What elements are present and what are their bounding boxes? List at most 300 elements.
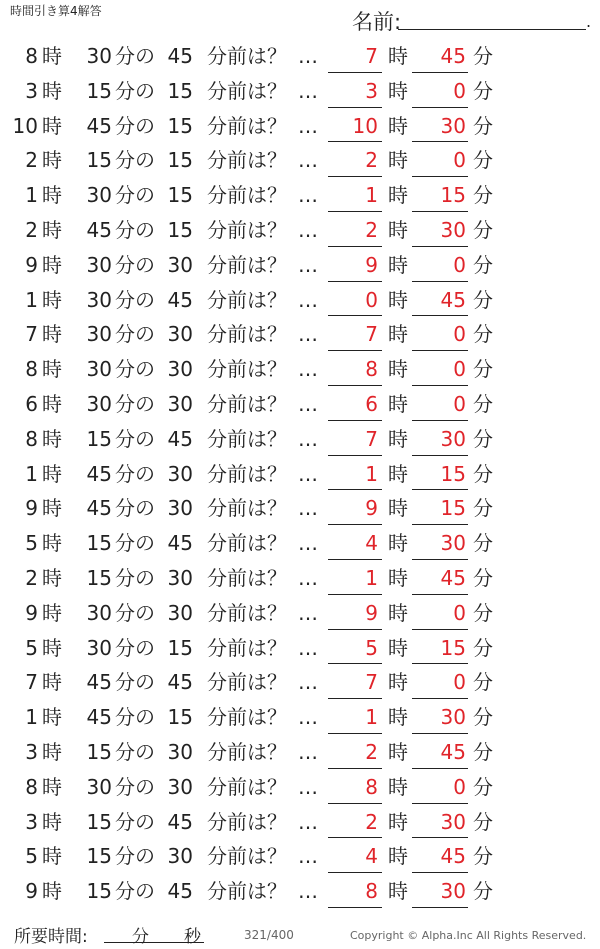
answer-minute-line bbox=[412, 182, 468, 212]
answer-minute-line bbox=[412, 495, 468, 525]
ellipsis: … bbox=[298, 78, 318, 103]
minute-value: 15 bbox=[86, 809, 112, 834]
answer-hour-label: 時 bbox=[388, 739, 408, 764]
minute-value: 15 bbox=[86, 426, 112, 451]
answer-hour-label: 時 bbox=[388, 635, 408, 660]
problem-row bbox=[0, 212, 600, 247]
answer-hour-label: 時 bbox=[388, 461, 408, 486]
answer-minute: 30 bbox=[440, 531, 466, 556]
subtract-minutes-value: 45 bbox=[167, 426, 193, 451]
subtract-minutes-value: 15 bbox=[167, 705, 193, 730]
subtract-minutes-value: 15 bbox=[167, 113, 193, 138]
answer-hour-line bbox=[328, 704, 382, 734]
answer-hour: 10 bbox=[352, 113, 378, 138]
minutes-before-label: 分前は？ bbox=[207, 78, 287, 103]
answer-minute: 45 bbox=[440, 739, 466, 764]
minute-value: 30 bbox=[86, 635, 112, 660]
answer-hour: 5 bbox=[365, 635, 378, 660]
minute-of-label: 分の bbox=[115, 183, 155, 208]
answer-minute-label: 分 bbox=[473, 44, 493, 68]
minute-of-label: 分の bbox=[115, 287, 155, 312]
ellipsis: … bbox=[298, 600, 318, 625]
minute-of-label: 分の bbox=[115, 496, 155, 521]
answer-hour-label: 時 bbox=[388, 879, 408, 904]
answer-minute: 0 bbox=[453, 252, 466, 277]
answer-hour: 9 bbox=[365, 600, 378, 625]
answer-hour: 9 bbox=[365, 252, 378, 277]
answer-hour-label: 時 bbox=[388, 78, 408, 103]
minutes-label: 分 bbox=[132, 927, 149, 947]
answer-hour-label: 時 bbox=[388, 183, 408, 208]
answer-hour-label: 時 bbox=[388, 426, 408, 451]
subtract-minutes-value: 30 bbox=[167, 774, 193, 799]
hour-label: 時 bbox=[42, 78, 62, 103]
problem-row bbox=[0, 734, 600, 769]
answer-hour-line bbox=[328, 635, 382, 665]
answer-hour-label: 時 bbox=[388, 600, 408, 625]
hour-value: 5 bbox=[25, 844, 38, 869]
minute-value: 30 bbox=[86, 391, 112, 416]
answer-hour-line bbox=[328, 43, 382, 73]
subtract-minutes-value: 30 bbox=[167, 565, 193, 590]
minutes-before-label: 分前は？ bbox=[207, 705, 287, 730]
problem-row bbox=[0, 73, 600, 108]
hour-label: 時 bbox=[42, 217, 62, 242]
minute-value: 45 bbox=[86, 670, 112, 695]
problem-row bbox=[0, 630, 600, 665]
hour-value: 3 bbox=[25, 739, 38, 764]
ellipsis: … bbox=[298, 809, 318, 834]
answer-hour-label: 時 bbox=[388, 113, 408, 138]
hour-value: 7 bbox=[25, 670, 38, 695]
answer-hour-line bbox=[328, 147, 382, 177]
answer-hour-line bbox=[328, 774, 382, 804]
answer-minute: 0 bbox=[453, 78, 466, 103]
answer-hour-label: 時 bbox=[388, 565, 408, 590]
subtract-minutes-value: 30 bbox=[167, 322, 193, 347]
problem-row bbox=[0, 421, 600, 456]
answer-hour-line bbox=[328, 878, 382, 908]
answer-hour-line bbox=[328, 669, 382, 699]
hour-label: 時 bbox=[42, 565, 62, 590]
subtract-minutes-value: 15 bbox=[167, 635, 193, 660]
minute-value: 45 bbox=[86, 113, 112, 138]
minutes-before-label: 分前は？ bbox=[207, 670, 287, 695]
minutes-before-label: 分前は？ bbox=[207, 183, 287, 208]
hour-value: 8 bbox=[25, 426, 38, 451]
subtract-minutes-value: 45 bbox=[167, 287, 193, 312]
hour-label: 時 bbox=[42, 774, 62, 799]
ellipsis: … bbox=[298, 774, 318, 799]
minute-of-label: 分の bbox=[115, 217, 155, 242]
answer-hour: 7 bbox=[365, 322, 378, 347]
answer-hour-line bbox=[328, 461, 382, 491]
minute-of-label: 分の bbox=[115, 357, 155, 382]
answer-hour-label: 時 bbox=[388, 496, 408, 521]
answer-minute-label: 分 bbox=[473, 391, 493, 416]
hour-value: 1 bbox=[25, 287, 38, 312]
ellipsis: … bbox=[298, 496, 318, 521]
minute-of-label: 分の bbox=[115, 322, 155, 347]
subtract-minutes-value: 45 bbox=[167, 670, 193, 695]
answer-hour: 8 bbox=[365, 357, 378, 382]
hour-label: 時 bbox=[42, 287, 62, 312]
answer-minute-line bbox=[412, 78, 468, 108]
hour-value: 3 bbox=[25, 78, 38, 103]
answer-hour-line bbox=[328, 252, 382, 282]
hour-value: 1 bbox=[25, 705, 38, 730]
ellipsis: … bbox=[298, 844, 318, 869]
minute-of-label: 分の bbox=[115, 426, 155, 451]
minutes-before-label: 分前は？ bbox=[207, 809, 287, 834]
answer-minute-line bbox=[412, 878, 468, 908]
problem-row bbox=[0, 595, 600, 630]
subtract-minutes-value: 30 bbox=[167, 496, 193, 521]
answer-hour-line bbox=[328, 391, 382, 421]
answer-hour: 1 bbox=[365, 705, 378, 730]
answer-minute: 30 bbox=[440, 705, 466, 730]
minutes-before-label: 分前は？ bbox=[207, 600, 287, 625]
answer-hour-label: 時 bbox=[388, 148, 408, 173]
hour-label: 時 bbox=[42, 635, 62, 660]
answer-hour-label: 時 bbox=[388, 670, 408, 695]
problem-row bbox=[0, 316, 600, 351]
minute-of-label: 分の bbox=[115, 461, 155, 486]
minutes-before-label: 分前は？ bbox=[207, 217, 287, 242]
answer-minute-line bbox=[412, 321, 468, 351]
answer-minute-label: 分 bbox=[473, 183, 493, 208]
answer-minute-label: 分 bbox=[473, 705, 493, 730]
problem-row bbox=[0, 664, 600, 699]
name-dot: . bbox=[586, 12, 592, 31]
subtract-minutes-value: 30 bbox=[167, 252, 193, 277]
subtract-minutes-value: 15 bbox=[167, 183, 193, 208]
answer-minute: 0 bbox=[453, 322, 466, 347]
ellipsis: … bbox=[298, 217, 318, 242]
hour-value: 2 bbox=[25, 217, 38, 242]
answer-hour: 2 bbox=[365, 217, 378, 242]
ellipsis: … bbox=[298, 287, 318, 312]
subtract-minutes-value: 30 bbox=[167, 461, 193, 486]
hour-value: 10 bbox=[12, 113, 38, 138]
answer-minute: 45 bbox=[440, 44, 466, 68]
subtract-minutes-value: 15 bbox=[167, 78, 193, 103]
minutes-before-label: 分前は？ bbox=[207, 148, 287, 173]
answer-minute-line bbox=[412, 391, 468, 421]
answer-minute-line bbox=[412, 704, 468, 734]
minutes-before-label: 分前は？ bbox=[207, 44, 287, 68]
page-number: 321/400 bbox=[244, 928, 294, 942]
answer-hour-line bbox=[328, 182, 382, 212]
hour-value: 9 bbox=[25, 496, 38, 521]
minutes-before-label: 分前は？ bbox=[207, 531, 287, 556]
hour-value: 2 bbox=[25, 148, 38, 173]
minutes-before-label: 分前は？ bbox=[207, 844, 287, 869]
answer-minute: 15 bbox=[440, 461, 466, 486]
hour-value: 5 bbox=[25, 635, 38, 660]
answer-minute-label: 分 bbox=[473, 879, 493, 904]
ellipsis: … bbox=[298, 531, 318, 556]
hour-label: 時 bbox=[42, 148, 62, 173]
hour-value: 3 bbox=[25, 809, 38, 834]
answer-minute-line bbox=[412, 147, 468, 177]
answer-minute-label: 分 bbox=[473, 600, 493, 625]
answer-minute: 45 bbox=[440, 565, 466, 590]
ellipsis: … bbox=[298, 183, 318, 208]
answer-minute: 30 bbox=[440, 217, 466, 242]
hour-value: 8 bbox=[25, 44, 38, 68]
hour-label: 時 bbox=[42, 496, 62, 521]
answer-minute-label: 分 bbox=[473, 322, 493, 347]
answer-hour-label: 時 bbox=[388, 322, 408, 347]
answer-minute-line bbox=[412, 600, 468, 630]
ellipsis: … bbox=[298, 252, 318, 277]
answer-minute-label: 分 bbox=[473, 496, 493, 521]
answer-minute-line bbox=[412, 113, 468, 143]
ellipsis: … bbox=[298, 44, 318, 68]
answer-minute-label: 分 bbox=[473, 252, 493, 277]
subtract-minutes-value: 45 bbox=[167, 531, 193, 556]
answer-hour: 2 bbox=[365, 739, 378, 764]
name-line bbox=[398, 29, 586, 30]
answer-minute: 30 bbox=[440, 879, 466, 904]
hour-value: 9 bbox=[25, 252, 38, 277]
subtract-minutes-value: 30 bbox=[167, 844, 193, 869]
answer-minute: 30 bbox=[440, 809, 466, 834]
hour-value: 1 bbox=[25, 461, 38, 486]
ellipsis: … bbox=[298, 565, 318, 590]
answer-minute-label: 分 bbox=[473, 461, 493, 486]
hour-value: 6 bbox=[25, 391, 38, 416]
minute-value: 15 bbox=[86, 565, 112, 590]
hour-label: 時 bbox=[42, 670, 62, 695]
answer-hour: 6 bbox=[365, 391, 378, 416]
ellipsis: … bbox=[298, 670, 318, 695]
ellipsis: … bbox=[298, 322, 318, 347]
answer-hour: 7 bbox=[365, 670, 378, 695]
minute-value: 30 bbox=[86, 44, 112, 68]
answer-hour-line bbox=[328, 495, 382, 525]
subtract-minutes-value: 15 bbox=[167, 148, 193, 173]
hour-value: 8 bbox=[25, 357, 38, 382]
minute-of-label: 分の bbox=[115, 113, 155, 138]
answer-hour-label: 時 bbox=[388, 774, 408, 799]
minute-of-label: 分の bbox=[115, 44, 155, 68]
ellipsis: … bbox=[298, 461, 318, 486]
subtract-minutes-value: 45 bbox=[167, 879, 193, 904]
minute-value: 30 bbox=[86, 600, 112, 625]
answer-minute-line bbox=[412, 774, 468, 804]
answer-minute-label: 分 bbox=[473, 739, 493, 764]
answer-hour-line bbox=[328, 287, 382, 317]
minutes-before-label: 分前は？ bbox=[207, 461, 287, 486]
minute-value: 15 bbox=[86, 148, 112, 173]
minute-of-label: 分の bbox=[115, 670, 155, 695]
answer-minute-label: 分 bbox=[473, 113, 493, 138]
answer-minute-line bbox=[412, 252, 468, 282]
answer-minute-label: 分 bbox=[473, 844, 493, 869]
problem-list bbox=[0, 38, 600, 908]
answer-minute-line bbox=[412, 809, 468, 839]
footer bbox=[0, 920, 600, 949]
hour-value: 7 bbox=[25, 322, 38, 347]
minute-value: 30 bbox=[86, 183, 112, 208]
problem-row bbox=[0, 699, 600, 734]
answer-hour: 2 bbox=[365, 148, 378, 173]
answer-minute: 45 bbox=[440, 287, 466, 312]
hour-value: 5 bbox=[25, 531, 38, 556]
answer-minute: 30 bbox=[440, 113, 466, 138]
answer-minute: 15 bbox=[440, 496, 466, 521]
problem-row bbox=[0, 247, 600, 282]
subtract-minutes-value: 45 bbox=[167, 44, 193, 68]
minute-value: 30 bbox=[86, 357, 112, 382]
answer-minute-line bbox=[412, 843, 468, 873]
minute-of-label: 分の bbox=[115, 879, 155, 904]
hour-label: 時 bbox=[42, 739, 62, 764]
minute-value: 15 bbox=[86, 78, 112, 103]
minute-value: 45 bbox=[86, 217, 112, 242]
answer-hour-line bbox=[328, 530, 382, 560]
minute-of-label: 分の bbox=[115, 531, 155, 556]
answer-minute-label: 分 bbox=[473, 426, 493, 451]
ellipsis: … bbox=[298, 391, 318, 416]
minutes-before-label: 分前は？ bbox=[207, 879, 287, 904]
hour-label: 時 bbox=[42, 322, 62, 347]
hour-label: 時 bbox=[42, 113, 62, 138]
minute-of-label: 分の bbox=[115, 844, 155, 869]
hour-label: 時 bbox=[42, 879, 62, 904]
answer-hour-line bbox=[328, 809, 382, 839]
answer-hour-line bbox=[328, 565, 382, 595]
minute-of-label: 分の bbox=[115, 705, 155, 730]
minute-of-label: 分の bbox=[115, 739, 155, 764]
problem-row bbox=[0, 386, 600, 421]
answer-hour: 3 bbox=[365, 78, 378, 103]
minutes-before-label: 分前は？ bbox=[207, 113, 287, 138]
hour-label: 時 bbox=[42, 461, 62, 486]
answer-minute: 0 bbox=[453, 670, 466, 695]
subtract-minutes-value: 30 bbox=[167, 600, 193, 625]
minute-value: 15 bbox=[86, 844, 112, 869]
answer-minute-line bbox=[412, 43, 468, 73]
hour-label: 時 bbox=[42, 531, 62, 556]
hour-label: 時 bbox=[42, 705, 62, 730]
answer-hour-label: 時 bbox=[388, 705, 408, 730]
hour-label: 時 bbox=[42, 44, 62, 68]
answer-minute-label: 分 bbox=[473, 78, 493, 103]
answer-minute: 0 bbox=[453, 774, 466, 799]
minutes-before-label: 分前は？ bbox=[207, 739, 287, 764]
hour-label: 時 bbox=[42, 183, 62, 208]
problem-row bbox=[0, 282, 600, 317]
answer-minute: 15 bbox=[440, 183, 466, 208]
answer-hour: 8 bbox=[365, 774, 378, 799]
minute-value: 30 bbox=[86, 322, 112, 347]
hour-label: 時 bbox=[42, 600, 62, 625]
problem-row bbox=[0, 38, 600, 73]
answer-minute: 15 bbox=[440, 635, 466, 660]
answer-hour-label: 時 bbox=[388, 287, 408, 312]
answer-hour-label: 時 bbox=[388, 357, 408, 382]
name-label: 名前: bbox=[352, 10, 402, 34]
minute-of-label: 分の bbox=[115, 600, 155, 625]
answer-hour-line bbox=[328, 113, 382, 143]
problem-row bbox=[0, 490, 600, 525]
ellipsis: … bbox=[298, 705, 318, 730]
answer-hour: 0 bbox=[365, 287, 378, 312]
minutes-before-label: 分前は？ bbox=[207, 357, 287, 382]
answer-minute: 0 bbox=[453, 600, 466, 625]
minute-value: 15 bbox=[86, 879, 112, 904]
minute-of-label: 分の bbox=[115, 809, 155, 834]
minutes-before-label: 分前は？ bbox=[207, 322, 287, 347]
answer-hour: 4 bbox=[365, 844, 378, 869]
minute-value: 15 bbox=[86, 531, 112, 556]
answer-minute-label: 分 bbox=[473, 565, 493, 590]
minutes-before-label: 分前は？ bbox=[207, 252, 287, 277]
subtract-minutes-value: 30 bbox=[167, 391, 193, 416]
hour-label: 時 bbox=[42, 391, 62, 416]
problem-row bbox=[0, 351, 600, 386]
problem-row bbox=[0, 108, 600, 143]
required-time-label: 所要時間: bbox=[14, 927, 88, 947]
ellipsis: … bbox=[298, 739, 318, 764]
problem-row bbox=[0, 838, 600, 873]
problem-row bbox=[0, 456, 600, 491]
minute-value: 45 bbox=[86, 705, 112, 730]
seconds-label: 秒 bbox=[184, 927, 201, 947]
answer-minute-label: 分 bbox=[473, 287, 493, 312]
answer-minute-label: 分 bbox=[473, 670, 493, 695]
problem-row bbox=[0, 177, 600, 212]
problem-row bbox=[0, 804, 600, 839]
subtract-minutes-value: 15 bbox=[167, 217, 193, 242]
answer-hour: 1 bbox=[365, 461, 378, 486]
hour-label: 時 bbox=[42, 252, 62, 277]
answer-minute-line bbox=[412, 461, 468, 491]
hour-value: 2 bbox=[25, 565, 38, 590]
answer-hour-line bbox=[328, 356, 382, 386]
minute-value: 45 bbox=[86, 496, 112, 521]
answer-minute: 30 bbox=[440, 426, 466, 451]
hour-value: 1 bbox=[25, 183, 38, 208]
minute-value: 30 bbox=[86, 252, 112, 277]
minute-of-label: 分の bbox=[115, 635, 155, 660]
answer-minute-line bbox=[412, 287, 468, 317]
hour-label: 時 bbox=[42, 426, 62, 451]
hour-label: 時 bbox=[42, 809, 62, 834]
minutes-before-label: 分前は？ bbox=[207, 496, 287, 521]
minute-value: 15 bbox=[86, 739, 112, 764]
minute-of-label: 分の bbox=[115, 565, 155, 590]
minute-value: 45 bbox=[86, 461, 112, 486]
answer-hour-line bbox=[328, 321, 382, 351]
answer-minute-line bbox=[412, 565, 468, 595]
minute-of-label: 分の bbox=[115, 252, 155, 277]
hour-label: 時 bbox=[42, 844, 62, 869]
problem-row bbox=[0, 142, 600, 177]
minute-of-label: 分の bbox=[115, 78, 155, 103]
answer-hour: 9 bbox=[365, 496, 378, 521]
answer-hour-label: 時 bbox=[388, 391, 408, 416]
hour-value: 9 bbox=[25, 879, 38, 904]
minutes-before-label: 分前は？ bbox=[207, 774, 287, 799]
answer-hour: 2 bbox=[365, 809, 378, 834]
minute-of-label: 分の bbox=[115, 391, 155, 416]
problem-row bbox=[0, 525, 600, 560]
answer-minute-line bbox=[412, 217, 468, 247]
